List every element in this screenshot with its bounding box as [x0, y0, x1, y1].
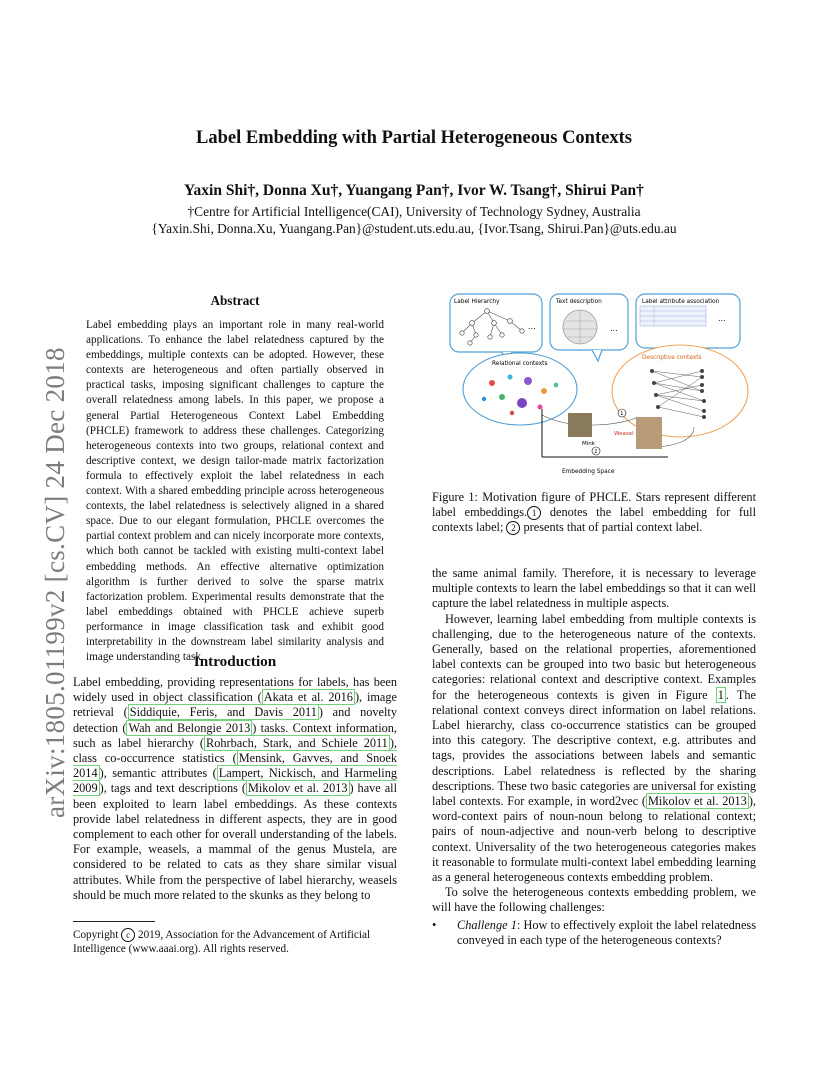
text-description-title: Text description: [556, 299, 602, 305]
citation-link[interactable]: Mikolov et al. 2013: [247, 781, 348, 796]
citation-link[interactable]: Akata et al. 2016: [263, 690, 353, 705]
figure-ref-link[interactable]: 1: [717, 687, 724, 702]
paper-title: Label Embedding with Partial Heterogeneous Contexts: [196, 128, 632, 148]
introduction-heading: Introduction: [193, 653, 277, 670]
weasel-label: Weasel: [614, 431, 634, 437]
footnote-rule: [73, 921, 155, 922]
abstract-text: Label embedding plays an important role in many real-world applications. To enhance the label relatedness captured by the embeddings, multiple contexts can be adopted. However, these contexts are heterogeneous and often partially observed in practical tasks, imposing significant challenges to capture the overall relatedness among labels. In this paper, we propose a general Partial Heterogeneous Context Label Embedding (PHCLE) framework to address these challenges. Categorizing heterogeneous contexts into two groups, relational context and descriptive context, we design tailor-made matrix factorization formula to effectively exploit the label relatedness in each context. With a shared embedding principle across heterogeneous contexts, the label relatedness is selectively aligned in a shared space. Due to our elegant formulation, PHCLE overcomes the partial context problem and can nicely incorporate more contexts, which both cannot be tackled with existing multi-context label embedding methods. An effective alternative optimization algorithm is further derived to solve the sparse matrix factorization problem. Experimental results demonstrate that the label embeddings obtained with PHCLE achieve superb performance in image classification task and exhibit good interpretability in the downstream label similarity analysis and image understanding task.: [86, 319, 384, 664]
paragraph: To solve the heterogeneous contexts embedding problem, we will have the following challenges:: [432, 885, 756, 915]
paragraph: the same animal family. Therefore, it is necessary to leverage multiple contexts to learn the label embeddings so that it can well capture the label relatedness in multiple aspects.: [432, 566, 756, 611]
citation-link[interactable]: Siddiquie, Feris, and Davis 2011: [129, 705, 317, 720]
hierarchy-ellipsis: ...: [528, 322, 536, 331]
author-list: Yaxin Shi†, Donna Xu†, Yuangang Pan†, Ivor W. Tsang†, Shirui Pan†: [184, 182, 644, 199]
text-description-ellipsis: ...: [610, 324, 618, 333]
attribute-ellipsis: ...: [718, 314, 726, 323]
motivation-figure: [432, 291, 757, 483]
label-attribute-title: Label attribute association: [642, 299, 720, 305]
right-column-text: [432, 566, 756, 948]
marker-two-label: 2: [594, 449, 598, 456]
paragraph: However, learning label embedding from multiple contexts is challenging, due to the heterogeneous nature of the contexts. Generally, based on the relational properties, aforementioned label contexts can be grouped into two basic but heterogeneous categories: relational context and descriptive context. Examples for the heterogeneous contexts is given in Figure 1 . The relational context conveys direct information on label relations. Label hierarchy, class co-occurrence statistics can be grouped into this category. The descriptive context, e.g. attributes and tags, provides the associations between labels and semantic descriptions. Label relatedness is reflected by the sharing descriptions. These two basic categories are universal for existing label contexts. For example, in word2vec ( Mikolov et al. 2013 ), word-context pairs of noun-noun belong to relational context; pairs of noun-adjective and noun-verb belong to descriptive context. Universality of the two heterogeneous categories makes it reasonable to formulate multi-context label embedding learning as a general heterogeneous contexts embedding problem.: [432, 611, 756, 885]
mink-label: Mink: [582, 441, 595, 447]
citation-link[interactable]: Rohrbach, Stark, and Schiele 2011: [206, 735, 388, 750]
embedding-space-label: Embedding Space: [562, 469, 615, 475]
affiliation-block: [0, 203, 828, 237]
figure-caption: Figure 1: Motivation figure of PHCLE. Stars represent different label embeddings. 1 denotes the label embedding for full contexts label; 2 presents that of partial context label.: [432, 490, 756, 535]
mink-photo: [568, 413, 592, 437]
bullet-label: Challenge 1: [457, 917, 517, 932]
copyright-symbol: c: [121, 928, 135, 942]
citation-link[interactable]: Mikolov et al. 2013: [648, 794, 747, 809]
bullet-mark: •: [432, 917, 437, 932]
descriptive-contexts-label: Descriptive contexts: [642, 355, 702, 361]
affiliation: †Centre for Artificial Intelligence(CAI), University of Technology Sydney, Australia: [187, 204, 641, 219]
text-description-pointer: [592, 350, 602, 361]
abstract-heading: Abstract: [210, 293, 260, 308]
marker-one-label: 1: [620, 411, 624, 418]
bullet-item: • Challenge 1: How to effectively exploit the label relatedness conveyed in each type of the heterogeneous contexts?: [432, 917, 756, 947]
citation-link[interactable]: Wah and Belongie 2013: [128, 720, 251, 735]
weasel-photo: [636, 417, 662, 449]
arxiv-identifier: arXiv:1805.01199v2 [cs.CV] 24 Dec 2018: [40, 347, 70, 818]
introduction-text: Label embedding, providing representations for labels, has been widely used in object classification ( Akata et al. 2016 ), image retrieval ( Siddiquie, Feris, and Davis 2011 ) and novelty detection ( Wah and Belongie 2013 ) tasks. Context information, such as label hierarchy ( Rohrbach, Stark, and Schiele 2011 ), class co-occurrence statistics ( Mensink, Gavves, and Snoek 2014 ), semantic attributes ( Lampert, Nickisch, and Harmeling 2009 ), tags and text descriptions ( Mikolov et al. 2013 ) have all been exploited to learn label embeddings. As these contexts provide label relatedness in different aspects, they are in good complement to each other for overall understanding of the labels. For example, weasels, a mammal of the genus Mustela, are considered to be related to cats as they share similar visual attributes. While from the perspective of label hierarchy, weasels should be much more related to the skunks as they belong to: [73, 675, 397, 902]
citation-link[interactable]: Lampert, Nickisch, and Harmeling 2009: [73, 766, 397, 796]
relational-contexts-label: Relational contexts: [492, 361, 548, 367]
copyright-notice: Copyright c 2019, Association for the Advancement of Artificial Intelligence (www.aaai.org). All rights reserved.: [73, 929, 371, 955]
circled-one: 1: [527, 506, 541, 520]
author-emails: {Yaxin.Shi, Donna.Xu, Yuangang.Pan}@student.uts.edu.au, {Ivor.Tsang, Shirui.Pan}@uts.edu.au: [151, 221, 677, 236]
citation-link[interactable]: Mensink, Gavves, and Snoek 2014: [73, 751, 397, 781]
circled-two: 2: [506, 521, 520, 535]
label-hierarchy-title: Label Hierarchy: [454, 299, 500, 305]
